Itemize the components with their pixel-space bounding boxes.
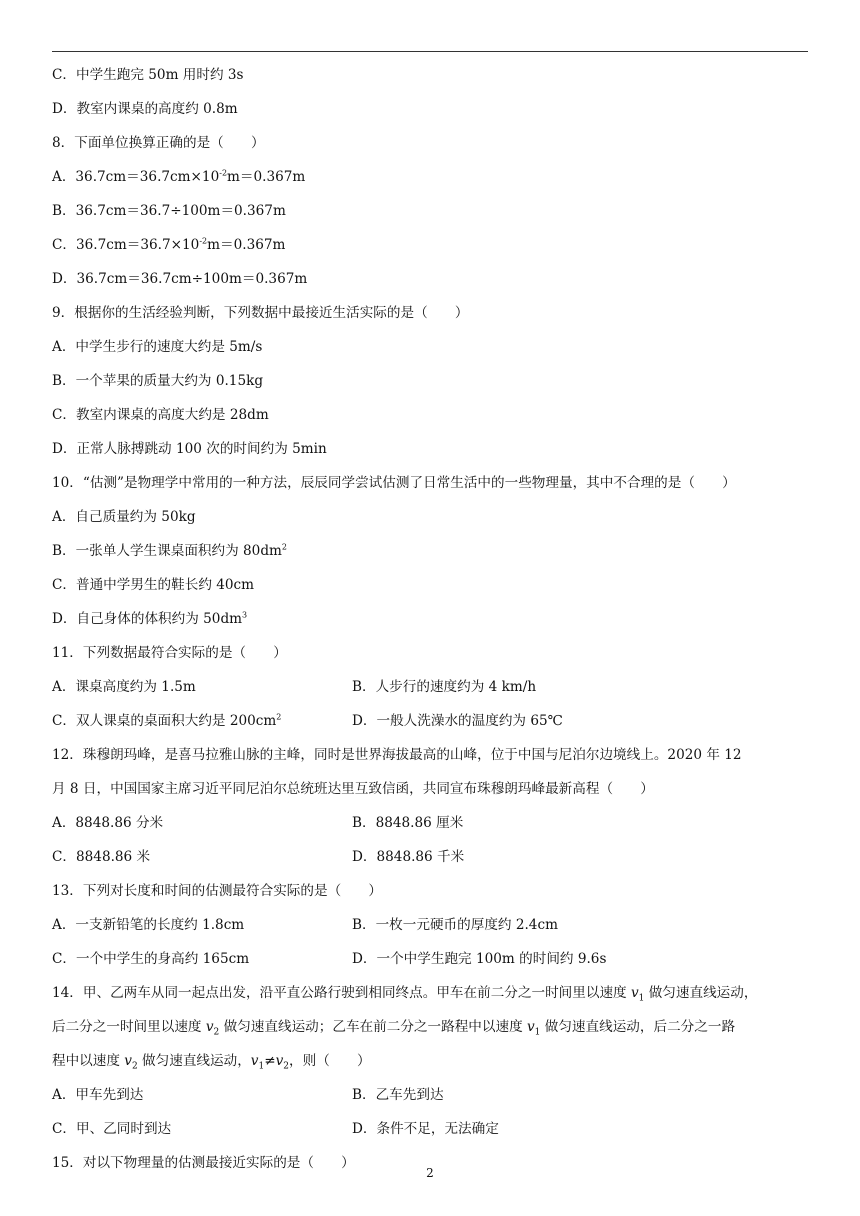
- line: A．中学生步行的速度大约是 5m/s: [52, 339, 263, 355]
- option: A．一支新铅笔的长度约 1.8cm: [52, 917, 245, 933]
- line: A．自己质量约为 50kg: [52, 509, 196, 525]
- option: D．条件不足，无法确定: [352, 1121, 499, 1137]
- line: B．一个苹果的质量大约为 0.15kg: [52, 373, 264, 389]
- line: 后二分之一时间里以速度 $v_2$ 做匀速直线运动；乙车在前二分之一路程中以速度 $v_1$ 做匀速直线运动，后二分之一路: [52, 1019, 736, 1038]
- line: D．正常人脉搏跳动 100 次的时间约为 5min: [52, 441, 327, 457]
- line: C．教室内课桌的高度大约是 28dm: [52, 407, 269, 423]
- question-14-stem: 14．甲、乙两车从同一起点出发，沿平直公路行驶到相同终点。甲车在前二分之一时间里以速度 $v_1$ 做匀速直线运动，: [52, 985, 758, 1004]
- option-row: [52, 670, 812, 704]
- option: D．一般人洗澡水的温度约为 65℃: [352, 713, 563, 729]
- option-row: [52, 1112, 812, 1146]
- option: B．乙车先到达: [352, 1087, 444, 1103]
- line: D．自己身体的体积约为 $50dm^3$: [52, 610, 248, 627]
- question-10-stem: 10．“估测”是物理学中常用的一种方法，辰辰同学尝试估测了日常生活中的一些物理量，其中不合理的是（ ）: [52, 475, 736, 491]
- option: A．甲车先到达: [52, 1087, 144, 1103]
- question-content: [52, 58, 812, 1180]
- question-12-stem: 12．珠穆朗玛峰，是喜马拉雅山脉的主峰，同时是世界海拔最高的山峰，位于中国与尼泊尔边境线上。2020 年 12: [52, 747, 742, 763]
- option-row: [52, 840, 812, 874]
- option: A．课桌高度约为 1.5m: [52, 679, 196, 695]
- option: D．一个中学生跑完 100m 的时间约 9.6s: [352, 951, 607, 967]
- line: C．$36.7cm=36.7\times 10^{-2}m=0.367m$: [52, 236, 286, 253]
- question-15-stem: 15．对以下物理量的估测最接近实际的是（ ）: [52, 1155, 355, 1171]
- header-rule: [52, 51, 808, 52]
- line: A．$36.7cm=36.7cm\times 10^{-2}m=0.367m$: [52, 168, 306, 185]
- question-11-stem: 11．下列数据最符合实际的是（ ）: [52, 645, 287, 661]
- option: B．人步行的速度约为 4 km/h: [352, 679, 537, 695]
- line: C．中学生跑完 50m 用时约 3s: [52, 67, 244, 83]
- option: C．双人课桌的桌面积大约是 $200cm^2$: [52, 712, 282, 729]
- line: C．普通中学男生的鞋长约 40cm: [52, 577, 255, 593]
- question-8-stem: 8．下面单位换算正确的是（ ）: [52, 135, 265, 151]
- line: D．36.7cm＝36.7cm÷100m＝0.367m: [52, 271, 308, 287]
- option: A．8848.86 分米: [52, 815, 164, 831]
- option: B．一枚一元硬币的厚度约 2.4cm: [352, 917, 558, 933]
- question-13-stem: 13．下列对长度和时间的估测最符合实际的是（ ）: [52, 883, 382, 899]
- option: B．8848.86 厘米: [352, 815, 464, 831]
- line: B．一张单人学生课桌面积约为 $80dm^2$: [52, 542, 288, 559]
- line: D．教室内课桌的高度约 0.8m: [52, 101, 238, 117]
- option-row: [52, 908, 812, 942]
- page-number: 2: [426, 1166, 434, 1180]
- option-row: [52, 806, 812, 840]
- option-row: [52, 704, 812, 738]
- option: C．8848.86 米: [52, 849, 151, 865]
- option: C．甲、乙同时到达: [52, 1121, 172, 1137]
- option: D．8848.86 千米: [352, 849, 465, 865]
- line: B．36.7cm＝36.7÷100m＝0.367m: [52, 203, 286, 219]
- line: 程中以速度 $v_2$ 做匀速直线运动，$v_1\ne v_2$，则（ ）: [52, 1053, 371, 1072]
- question-9-stem: 9．根据你的生活经验判断，下列数据中最接近生活实际的是（ ）: [52, 305, 469, 321]
- option-row: [52, 1078, 812, 1112]
- option: C．一个中学生的身高约 165cm: [52, 951, 250, 967]
- option-row: [52, 942, 812, 976]
- line: 月 8 日，中国国家主席习近平同尼泊尔总统班达里互致信函，共同宣布珠穆朗玛峰最新高程（ ）: [52, 781, 654, 797]
